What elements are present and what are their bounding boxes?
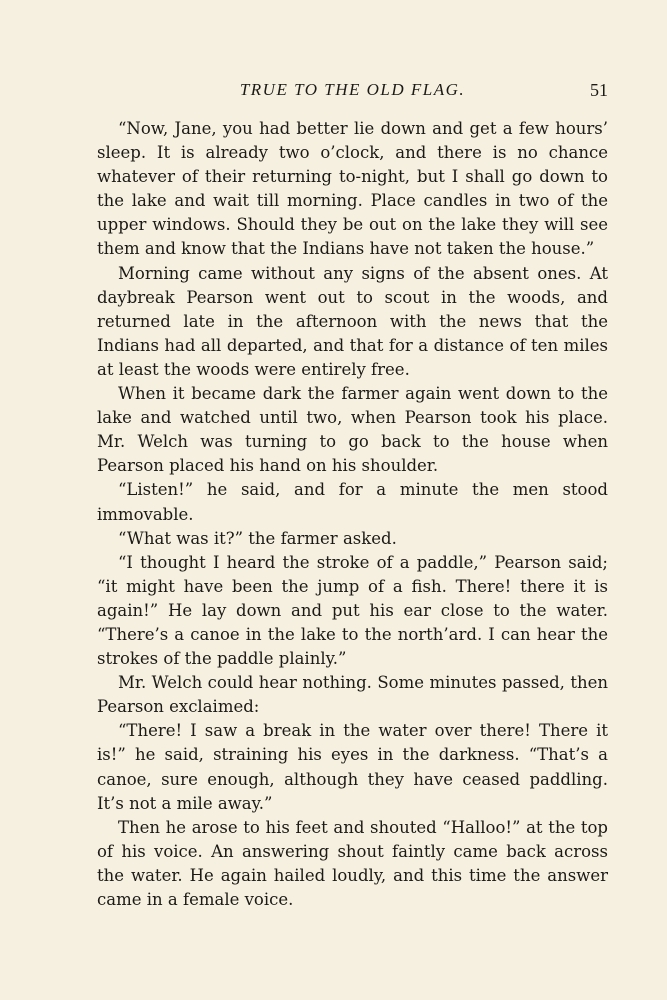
running-title: TRUE TO THE OLD FLAG. [239, 80, 466, 99]
paragraph: “What was it?” the farmer asked. [118, 528, 397, 548]
paragraph: Then he arose to his feet and shouted “Halloo!” at the top of his voice. An answering shout faintly came back across the water. He again hailed loudly, and this time the answer came in a female voice. [97, 817, 608, 909]
paragraph: “Now, Jane, you had better lie down and get a few hours’ sleep. It is already two o’clock, and there is no chance whatever of their returning to-night, but I shall go down to the lake and wait till morning. Place candles in two of the upper windows. Should they be out on the lake they will see them and know that the Indians have not taken the house.” [97, 119, 608, 259]
page-number: 51 [590, 80, 608, 100]
paragraph: When it became dark the farmer again went down to the lake and watched until two, when Pearson took his place. Mr. Welch was turning to go back to the house when Pearson placed his hand on his shoulder. [97, 384, 608, 476]
text-body [97, 117, 608, 912]
paragraph: “I thought I heard the stroke of a paddle,” Pearson said; “it might have been the jump of a fish. There! there it is again!” He lay down and put his ear close to the water. “There’s a canoe in the lake to the north’ard. I can hear the strokes of the paddle plainly.” [97, 552, 608, 669]
running-head [97, 80, 608, 102]
paragraph: “There! I saw a break in the water over there! There it is!” he said, straining his eyes in the darkness. “That’s a canoe, sure enough, although they have ceased paddling. It’s not a mile away.” [97, 721, 608, 813]
paragraph: “Listen!” he said, and for a minute the men stood immovable. [97, 480, 608, 524]
paragraph: Morning came without any signs of the absent ones. At daybreak Pearson went out to scout in the woods, and returned late in the afternoon with the news that the Indians had all departed, and that for a distance of ten miles at least the woods were entirely free. [97, 263, 608, 379]
paragraph: Mr. Welch could hear nothing. Some minutes passed, then Pearson exclaimed: [97, 673, 608, 717]
